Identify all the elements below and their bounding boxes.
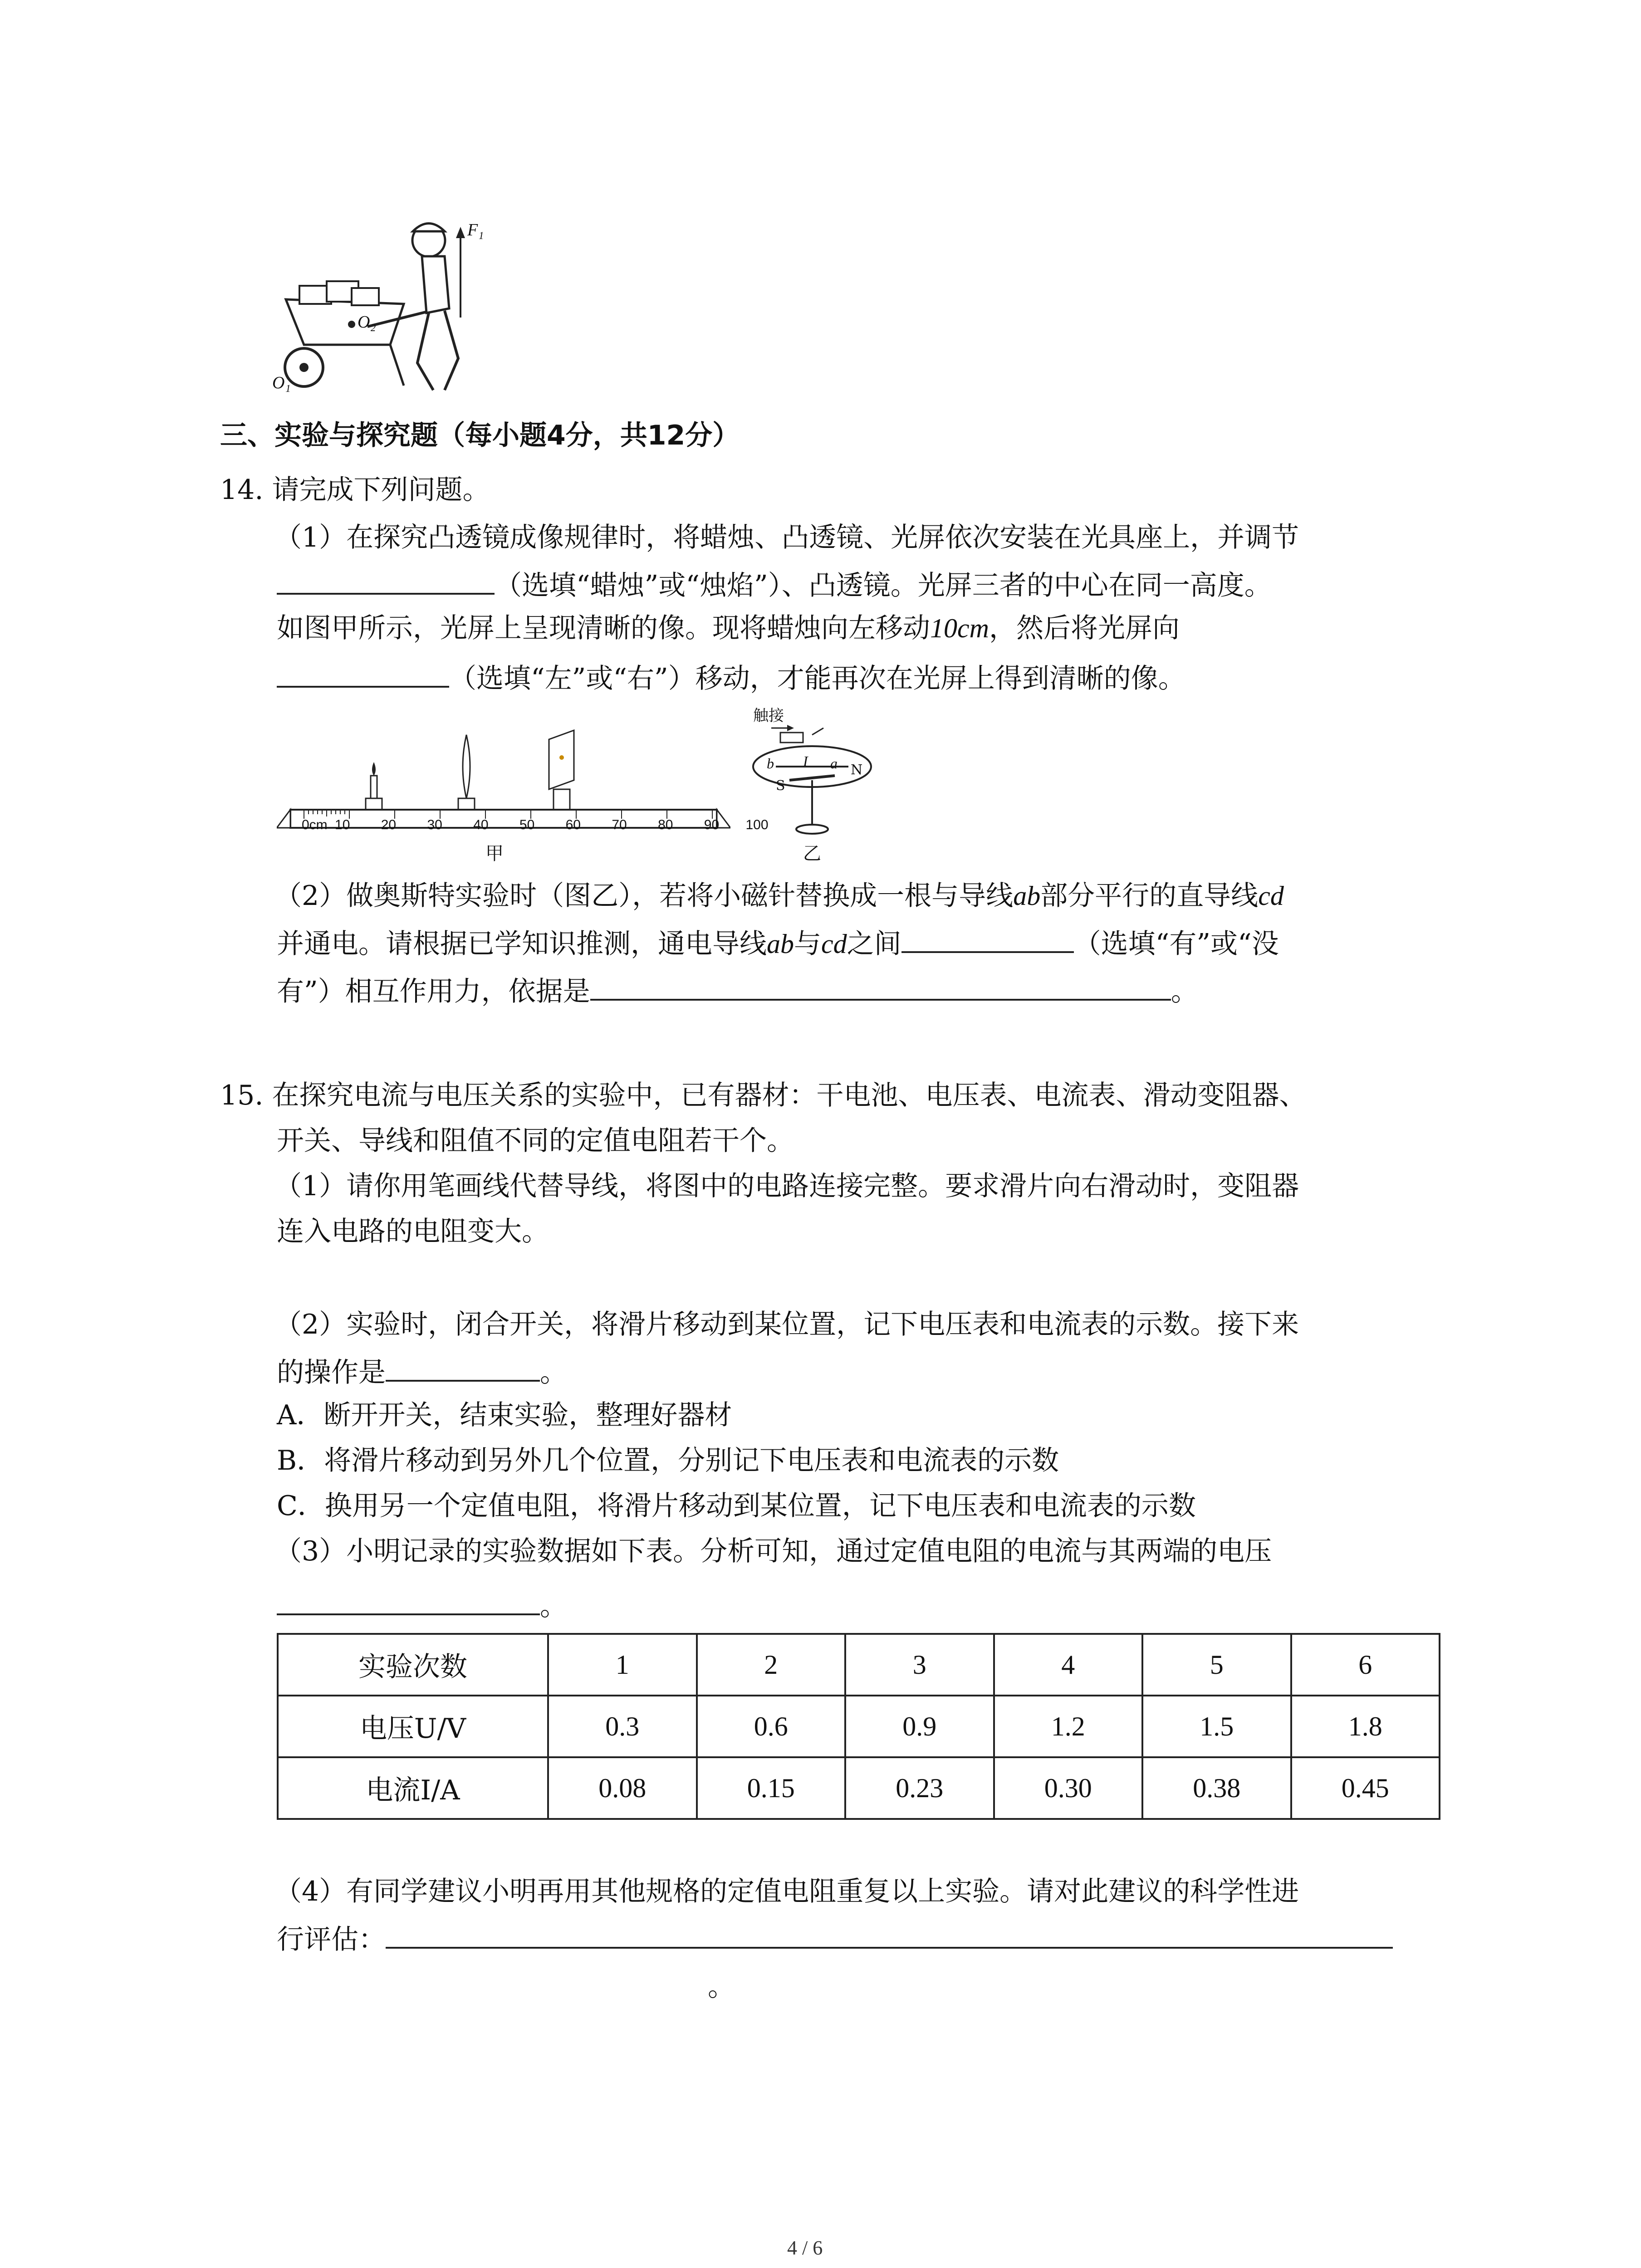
answer-blank[interactable] [386,1352,540,1382]
q14-p2-line1: （2）做奥斯特实验时（图乙），若将小磁针替换成一根与导线ab部分平行的直导线cd [274,880,1284,912]
q14-p2-line3: 有”）相互作用力，依据是 。 [277,971,1198,1010]
q15-p2-line1: （2）实验时，闭合开关，将滑片移动到某位置，记下电压表和电流表的示数。接下来 [274,1309,1299,1340]
label-touch: 触接 [753,707,784,725]
q15-p1-line2: 连入电路的电阻变大。 [277,1216,549,1247]
label-a: a [830,755,838,772]
q15-line2: 开关、导线和阻值不同的定值电阻若干个。 [277,1125,794,1157]
table-cell: 0.45 [1291,1757,1440,1819]
option-b: B．将滑片移动到另外几个位置，分别记下电压表和电流表的示数 [277,1445,1059,1476]
page-number: 4 / 6 [787,2237,823,2259]
q15-line1: 15. 在探究电流与电压关系的实验中，已有器材：干电池、电压表、电流表、滑动变阻器、 [220,1080,1307,1111]
option-a: A．断开开关，结束实验，整理好器材 [277,1399,732,1431]
label-o1: O₁ [272,373,291,392]
answer-blank[interactable] [277,565,495,595]
label-s: S [776,778,785,794]
label-f1: F₁ [467,220,484,240]
q15-p4-end: 。 [708,1971,735,2003]
table-row [278,1634,1440,1696]
table-cell: 5 [1142,1634,1291,1696]
table-cell: 1.2 [994,1696,1143,1757]
table-cell: 0.30 [994,1757,1143,1819]
q14-p2-line2: 并通电。请根据已学知识推测，通电导线ab与cd之间 （选填“有”或“没 [277,923,1279,962]
table-cell: 6 [1291,1634,1440,1696]
table-cell: 2 [697,1634,846,1696]
figure-yi-oersted [744,708,880,862]
figure-jia-caption: 甲 [485,843,504,864]
table-cell: 电流I/A [278,1757,548,1819]
q15-p3-line2: 。 [277,1585,567,1624]
table-cell: 1.8 [1291,1696,1440,1757]
label-o2: O₂ [358,313,376,332]
wheelbarrow-figure [254,213,490,395]
optical-bench-svg [277,717,730,835]
label-b: b [767,755,774,772]
answer-blank[interactable] [277,658,449,688]
table-cell: 0.6 [697,1696,846,1757]
table-cell: 1.5 [1142,1696,1291,1757]
table-cell: 1 [548,1634,697,1696]
table-cell: 0.38 [1142,1757,1291,1819]
bench-scale-labels: 0cm 10 20 30 40 50 60 70 80 90 100 [302,817,769,832]
q15-p4-line2: 行评估： [277,1919,1393,1958]
table-cell: 实验次数 [278,1634,548,1696]
section-title: 三、实验与探究题（每小题4分，共12分） [220,420,740,451]
q14-p1-line2: （选填“蜡烛”或“烛焰”）、凸透镜。光屏三者的中心在同一高度。 [277,565,1272,604]
table-cell: 0.23 [845,1757,994,1819]
data-table [277,1633,1440,1820]
table-cell: 0.08 [548,1757,697,1819]
label-n: N [851,762,863,778]
q14-p1-line1: （1）在探究凸透镜成像规律时，将蜡烛、凸透镜、光屏依次安装在光具座上，并调节 [274,522,1299,553]
answer-blank[interactable] [590,971,1171,1001]
label-i: I [803,753,808,769]
q14-stem: 14. 请完成下列问题。 [220,474,490,506]
q15-p2-line2: 的操作是 。 [277,1352,567,1391]
table-cell: 0.15 [697,1757,846,1819]
table-cell: 0.9 [845,1696,994,1757]
answer-blank[interactable] [901,923,1074,953]
table-cell: 3 [845,1634,994,1696]
wheelbarrow-illustration [254,213,490,395]
q15-p3-line1: （3）小明记录的实验数据如下表。分析可知，通过定值电阻的电流与其两端的电压 [274,1535,1272,1567]
figure-yi-caption: 乙 [803,843,821,864]
q14-p1-line3: 如图甲所示，光屏上呈现清晰的像。现将蜡烛向左移动10cm，然后将光屏向 [277,612,1180,644]
q15-p4-line1: （4）有同学建议小明再用其他规格的定值电阻重复以上实验。请对此建议的科学性进 [274,1876,1299,1907]
table-row [278,1696,1440,1757]
table-cell: 4 [994,1634,1143,1696]
option-c: C．换用另一个定值电阻，将滑片移动到某位置，记下电压表和电流表的示数 [277,1490,1196,1522]
q14-p1-line4: （选填“左”或“右”）移动，才能再次在光屏上得到清晰的像。 [277,658,1185,697]
answer-blank[interactable] [386,1919,1393,1949]
table-row [278,1757,1440,1819]
answer-blank[interactable] [277,1585,540,1615]
figure-jia-optical-bench [277,717,769,864]
table-cell: 电压U/V [278,1696,548,1757]
table-cell: 0.3 [548,1696,697,1757]
q15-p1-line1: （1）请你用笔画线代替导线，将图中的电路连接完整。要求滑片向右滑动时，变阻器 [274,1170,1299,1202]
